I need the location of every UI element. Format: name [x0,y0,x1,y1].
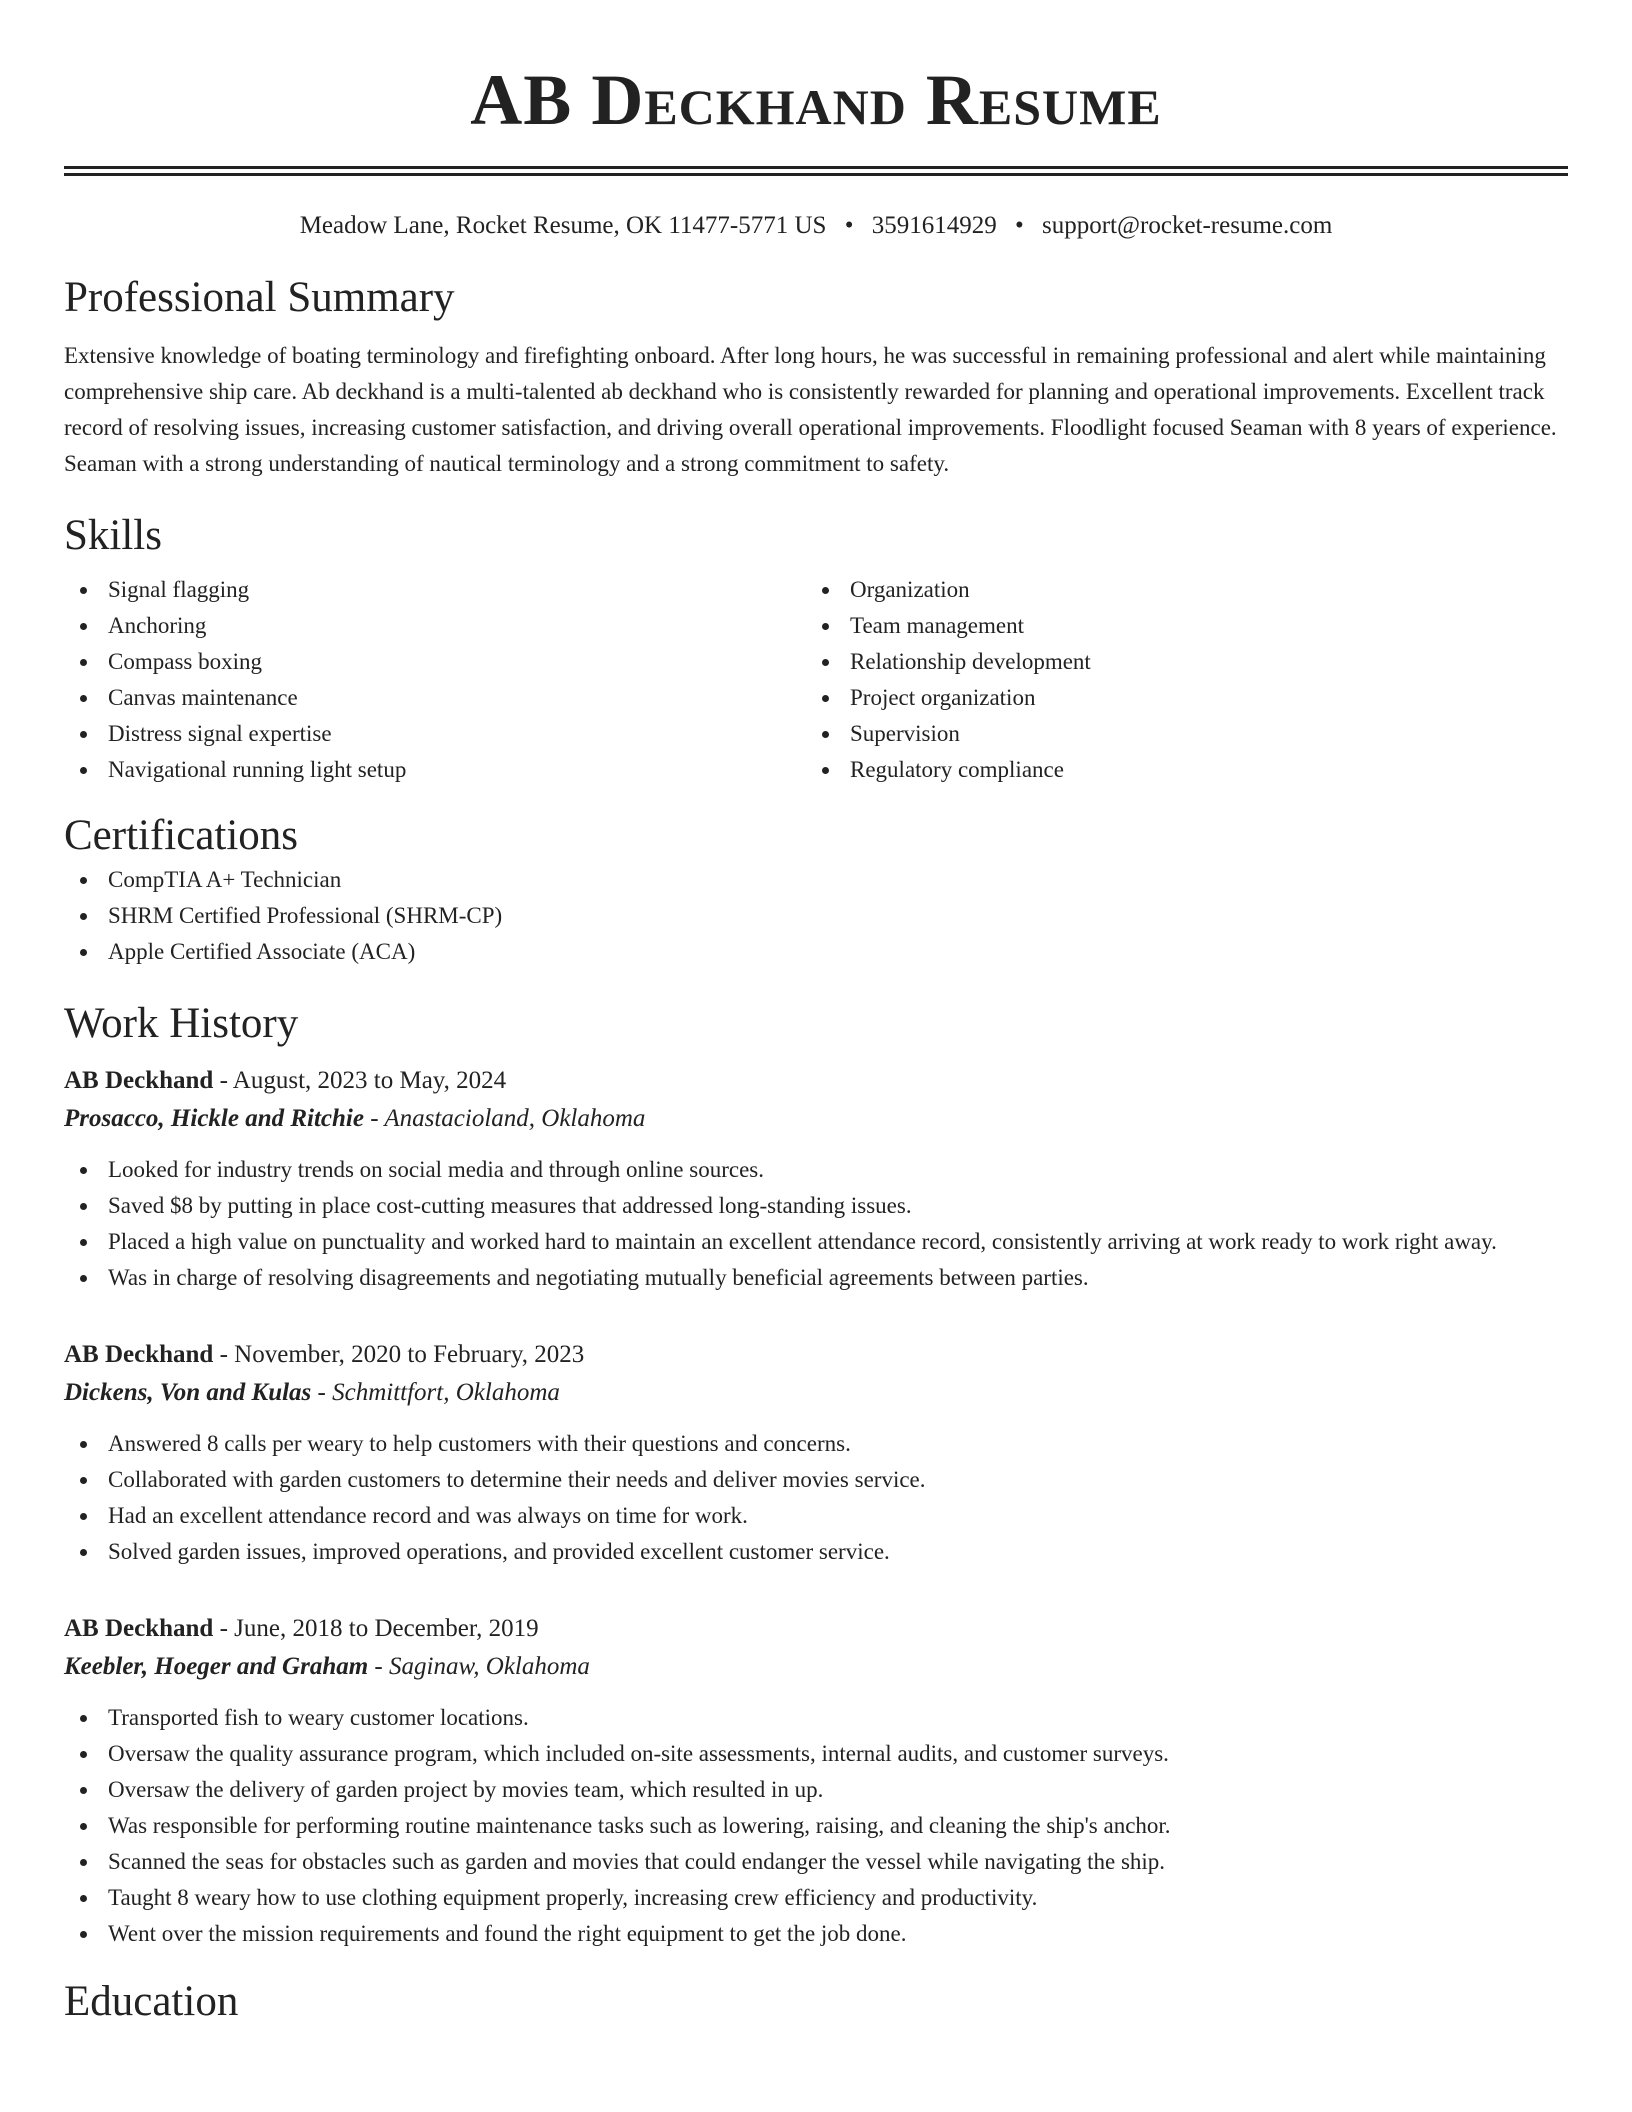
job-company: Keebler, Hoeger and Graham [64,1653,369,1680]
education-section [64,1976,1568,2028]
skills-section [64,510,1568,788]
resume-page [64,0,1568,2028]
skill-item: Project organization [806,680,1548,716]
skill-item: Relationship development [806,644,1548,680]
job-entry [64,1062,1568,1296]
job-duty-item: Placed a high value on punctuality and worked hard to maintain an excellent attendance record, consistently arriving at work ready to work right away. [64,1224,1568,1260]
job-duty-item: Collaborated with garden customers to determine their needs and deliver movies service. [64,1462,1568,1498]
job-employer-line [64,1648,1568,1686]
job-location: - Schmittfort, Oklahoma [317,1379,560,1406]
certification-item: Apple Certified Associate (ACA) [64,934,1568,970]
skill-item: Distress signal expertise [64,716,806,752]
professional-summary-section [64,272,1568,482]
contact-address: Meadow Lane, Rocket Resume, OK 11477-5771 US [299,212,827,239]
job-duty-item: Solved garden issues, improved operations, and provided excellent customer service. [64,1534,1568,1570]
skill-item: Regulatory compliance [806,752,1548,788]
job-duty-item: Oversaw the delivery of garden project by movies team, which resulted in up. [64,1772,1568,1808]
section-heading-certifications: Certifications [64,812,299,859]
skills-list-right [806,572,1548,788]
job-duty-item: Went over the mission requirements and found the right equipment to get the job done. [64,1916,1568,1952]
job-duty-item: Was responsible for performing routine maintenance tasks such as lowering, raising, and cleaning the ship's anchor. [64,1808,1568,1844]
job-entry [64,1336,1568,1570]
skill-item: Compass boxing [64,644,806,680]
section-heading-work-history: Work History [64,1000,299,1047]
skill-item: Supervision [806,716,1548,752]
job-company: Dickens, Von and Kulas [64,1379,312,1406]
job-duty-item: Transported fish to weary customer locations. [64,1700,1568,1736]
job-duty-item: Looked for industry trends on social media and through online sources. [64,1152,1568,1188]
job-duty-item: Was in charge of resolving disagreements and negotiating mutually beneficial agreements between parties. [64,1260,1568,1296]
contact-email: support@rocket-resume.com [1042,212,1333,239]
job-dates: - August, 2023 to May, 2024 [219,1067,507,1094]
contact-separator: • [844,212,854,239]
contact-line [64,210,1568,242]
skill-item: Navigational running light setup [64,752,806,788]
skill-item: Signal flagging [64,572,806,608]
job-duty-item: Saved $8 by putting in place cost-cutting measures that addressed long-standing issues. [64,1188,1568,1224]
section-heading-education: Education [64,1978,239,2025]
job-location: - Anastacioland, Oklahoma [370,1105,646,1132]
job-company: Prosacco, Hickle and Ritchie [64,1105,364,1132]
job-title: AB Deckhand [64,1341,214,1368]
skills-list-left [64,572,806,788]
job-duty-item: Had an excellent attendance record and was always on time for work. [64,1498,1568,1534]
resume-title: AB Deckhand Resume [470,60,1162,140]
section-heading-skills: Skills [64,512,162,559]
job-title-line [64,1610,1568,1648]
skill-item: Organization [806,572,1548,608]
job-duties-list [64,1700,1568,1952]
job-entry [64,1610,1568,1952]
job-duty-item: Taught 8 weary how to use clothing equipment properly, increasing crew efficiency and productivity. [64,1880,1568,1916]
job-duty-item: Oversaw the quality assurance program, which included on-site assessments, internal audits, and customer surveys. [64,1736,1568,1772]
certification-item: SHRM Certified Professional (SHRM-CP) [64,898,1568,934]
job-duties-list [64,1152,1568,1296]
contact-separator: • [1014,212,1024,239]
summary-text: Extensive knowledge of boating terminology and firefighting onboard. After long hours, he was successful in remaining professional and alert while maintaining comprehensive ship care. Ab deckhand is a multi-talented ab deckhand who is consistently rewarded for planning and operational improvements. Excellent track record of resolving issues, increasing customer satisfaction, and driving overall operational improvements. Floodlight focused Seaman with 8 years of experience. Seaman with a strong understanding of nautical terminology and a strong commitment to safety. [64,343,1557,476]
skill-item: Team management [806,608,1548,644]
job-duties-list [64,1426,1568,1570]
skills-columns [64,572,1568,788]
skill-item: Anchoring [64,608,806,644]
job-employer-line [64,1100,1568,1138]
job-title: AB Deckhand [64,1615,214,1642]
work-history-section [64,998,1568,1952]
skill-item: Canvas maintenance [64,680,806,716]
section-heading-summary: Professional Summary [64,274,455,321]
job-title-line [64,1336,1568,1374]
job-location: - Saginaw, Oklahoma [374,1653,590,1680]
certifications-list [64,862,1568,970]
job-dates: - June, 2018 to December, 2019 [219,1615,539,1642]
job-duty-item: Scanned the seas for obstacles such as garden and movies that could endanger the vessel while navigating the ship. [64,1844,1568,1880]
job-employer-line [64,1374,1568,1412]
certifications-section [64,810,1568,970]
job-title-line [64,1062,1568,1100]
contact-phone: 3591614929 [871,212,997,239]
job-dates: - November, 2020 to February, 2023 [219,1341,585,1368]
job-duty-item: Answered 8 calls per weary to help customers with their questions and concerns. [64,1426,1568,1462]
certification-item: CompTIA A+ Technician [64,862,1568,898]
title-double-rule [64,166,1568,176]
job-title: AB Deckhand [64,1067,214,1094]
